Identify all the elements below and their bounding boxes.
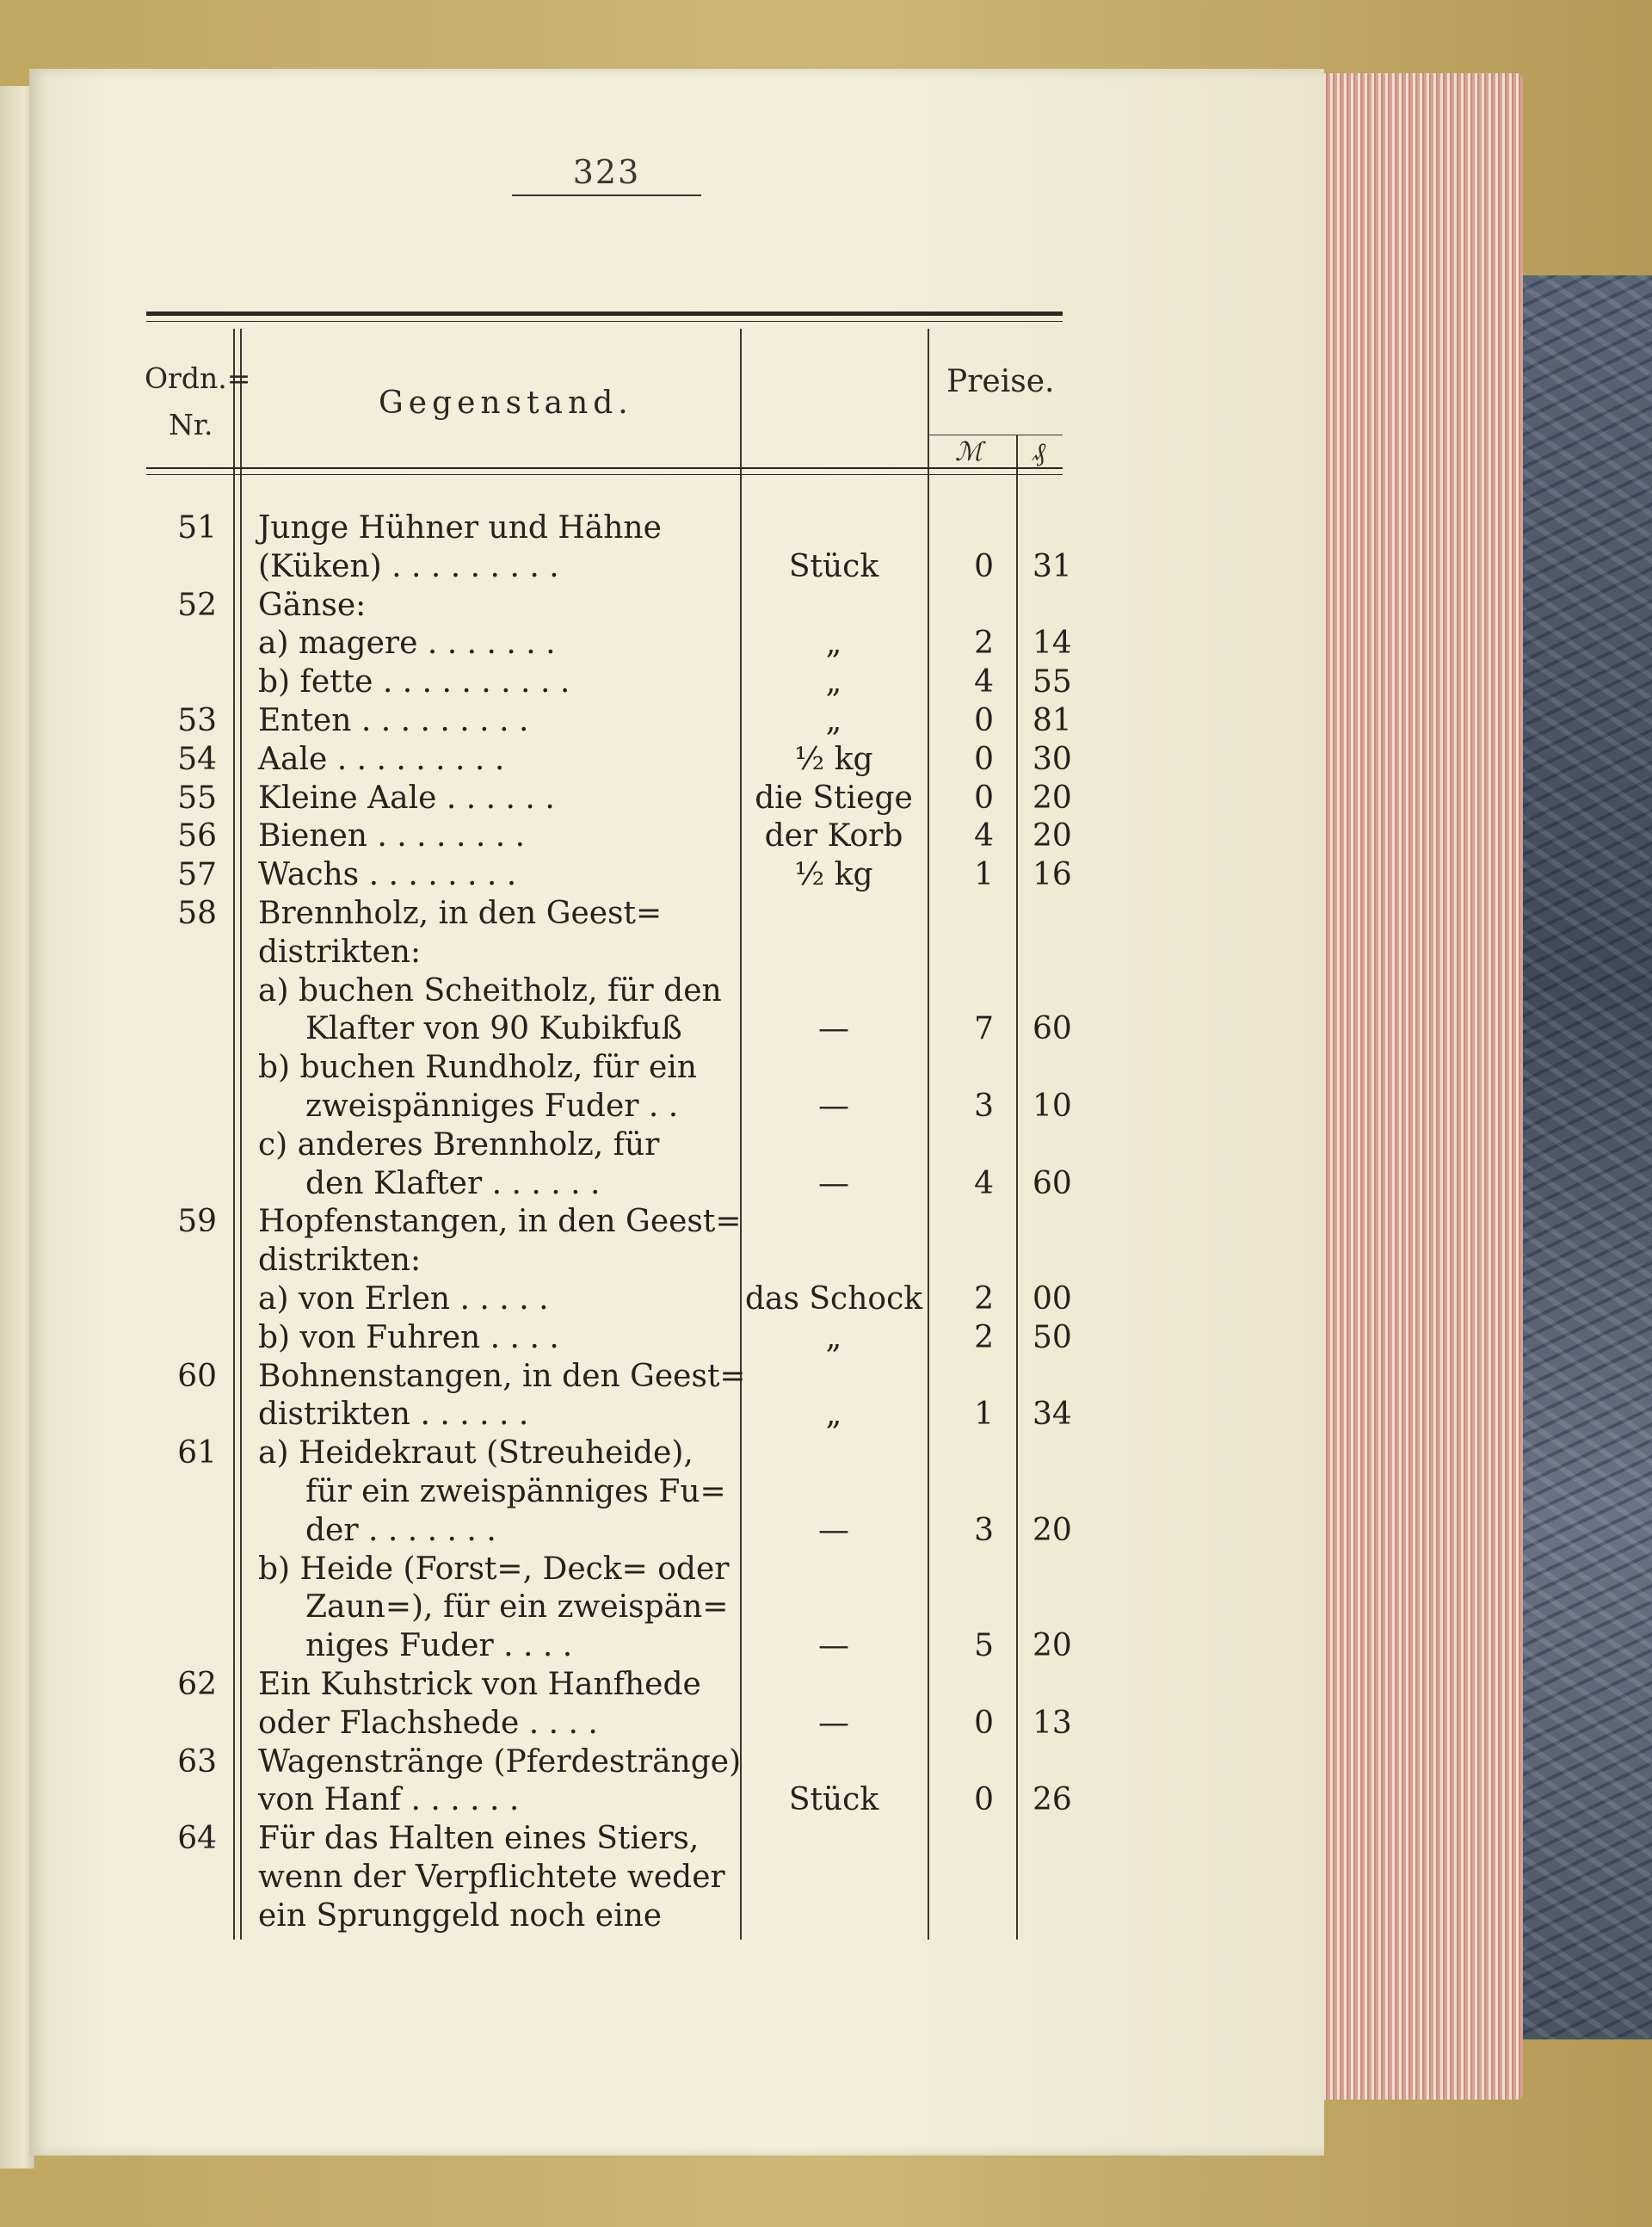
row-item-text: Bienen . . . . . . . . [258,818,526,854]
header-mark: ℳ [955,437,983,467]
row-item-text: distrikten . . . . . . [258,1397,529,1432]
row-item-text: Klafter von 90 Kubikfuß [305,1011,682,1046]
row-price-mark: 2 [974,1281,994,1317]
row-price-pfennig: 34 [1032,1397,1072,1432]
row-price-pfennig: 26 [1032,1782,1072,1817]
row-price-pfennig: 60 [1032,1011,1072,1046]
row-item-text: distrikten: [258,935,422,970]
row-item-text: Aale . . . . . . . . . [258,742,505,777]
row-price-mark: 2 [974,626,994,661]
page-edges [1321,73,1523,2100]
header-ordn: Ordn.= [145,361,251,395]
row-number: 52 [177,588,217,623]
row-item-text: der . . . . . . . [305,1513,496,1548]
header-bottom-rule [146,467,1063,469]
row-item-text: c) anderes Brennholz, für [258,1127,660,1163]
row-unit: — [818,1628,849,1663]
row-price-mark: 1 [974,857,994,892]
row-price-mark: 0 [974,742,994,777]
row-item-text: Wagenstränge (Pferdestränge) [258,1744,742,1780]
row-item-text: wenn der Verpflichtete weder [258,1860,725,1895]
row-price-mark: 2 [974,1320,994,1355]
row-unit: — [818,1513,849,1548]
header-preise: Preise. [946,364,1055,399]
row-price-pfennig: 55 [1032,664,1072,700]
table-top-rule-thin [146,321,1063,322]
row-price-pfennig: 00 [1032,1281,1072,1317]
row-unit: — [818,1011,849,1046]
row-price-pfennig: 81 [1032,703,1072,738]
row-item-text: distrikten: [258,1243,422,1278]
row-unit: „ [825,703,842,738]
row-item-text: Für das Halten eines Stiers, [258,1821,700,1856]
row-number: 63 [177,1744,217,1780]
row-unit: „ [825,664,842,700]
column-divider [928,329,929,1940]
header-nr: Nr. [169,408,213,441]
row-item-text: Brennholz, in den Geest= [258,896,663,931]
column-divider [1016,435,1018,1940]
row-number: 56 [177,818,217,854]
row-item-text: (Küken) . . . . . . . . . [258,549,559,584]
row-number: 64 [177,1821,217,1856]
row-price-mark: 4 [974,1166,994,1201]
row-price-pfennig: 50 [1032,1320,1072,1355]
row-unit: der Korb [764,818,903,854]
row-unit: Stück [788,1782,879,1817]
row-item-text: a) magere . . . . . . . [258,626,556,661]
page-number: 323 [572,153,641,191]
row-unit: „ [825,1320,842,1355]
row-item-text: b) Heide (Forst=, Deck= oder [258,1551,730,1587]
row-unit: — [818,1706,849,1741]
row-number: 59 [177,1204,217,1239]
row-item-text: a) buchen Scheitholz, für den [258,973,722,1009]
row-item-text: a) von Erlen . . . . . [258,1281,549,1317]
row-number: 61 [177,1435,217,1471]
row-number: 57 [177,857,217,892]
row-number: 54 [177,742,217,777]
row-number: 51 [177,510,217,546]
row-price-pfennig: 16 [1032,857,1072,892]
row-number: 55 [177,780,217,816]
row-item-text: zweispänniges Fuder . . [305,1089,679,1124]
row-number: 62 [177,1667,217,1702]
row-price-pfennig: 20 [1032,780,1072,816]
row-price-mark: 0 [974,1706,994,1741]
page-number-rule [512,194,701,196]
marbled-cover-edge [1514,275,1652,2039]
row-item-text: Junge Hühner und Hähne [258,510,662,546]
column-divider [233,329,235,1940]
row-price-mark: 0 [974,549,994,584]
row-unit: ½ kg [794,857,873,892]
header-gegenstand: Gegenstand. [379,386,633,421]
row-price-pfennig: 14 [1032,626,1072,661]
row-price-pfennig: 60 [1032,1166,1072,1201]
row-item-text: Bohnenstangen, in den Geest= [258,1359,746,1394]
row-price-mark: 1 [974,1397,994,1432]
row-price-pfennig: 20 [1032,1628,1072,1663]
row-unit: — [818,1166,849,1201]
row-item-text: Enten . . . . . . . . . [258,703,529,738]
row-unit: Stück [788,549,879,584]
row-unit: ½ kg [794,742,873,777]
row-unit: das Schock [744,1281,923,1317]
row-price-mark: 7 [974,1011,994,1046]
row-item-text: a) Heidekraut (Streuheide), [258,1435,693,1471]
row-item-text: Kleine Aale . . . . . . [258,780,555,816]
row-item-text: den Klafter . . . . . . [305,1166,601,1201]
row-item-text: von Hanf . . . . . . [258,1782,520,1817]
row-price-mark: 4 [974,664,994,700]
column-divider [240,329,242,1940]
row-item-text: Ein Kuhstrick von Hanfhede [258,1667,701,1702]
row-item-text: Gänse: [258,588,367,623]
row-price-pfennig: 20 [1032,818,1072,854]
row-item-text: Wachs . . . . . . . . [258,857,517,892]
row-price-mark: 5 [974,1628,994,1663]
row-item-text: ein Sprunggeld noch eine [258,1898,663,1934]
row-price-pfennig: 13 [1032,1706,1072,1741]
row-number: 60 [177,1359,217,1394]
row-item-text: b) von Fuhren . . . . [258,1320,559,1355]
row-unit: „ [825,626,842,661]
row-item-text: für ein zweispänniges Fu= [305,1474,726,1509]
row-item-text: Hopfenstangen, in den Geest= [258,1204,742,1239]
row-price-mark: 3 [974,1089,994,1124]
row-item-text: b) buchen Rundholz, für ein [258,1050,697,1085]
row-number: 58 [177,896,217,931]
row-item-text: oder Flachshede . . . . [258,1706,598,1741]
row-item-text: Zaun=), für ein zweispän= [305,1589,729,1625]
row-price-mark: 0 [974,780,994,816]
row-item-text: niges Fuder . . . . [305,1628,573,1663]
row-unit: „ [825,1397,842,1432]
row-price-mark: 0 [974,1782,994,1817]
header-pfennig: ₰ [1032,437,1045,467]
row-price-pfennig: 30 [1032,742,1072,777]
row-price-pfennig: 31 [1032,549,1072,584]
row-price-mark: 4 [974,818,994,854]
row-unit: die Stiege [755,780,913,816]
row-price-mark: 0 [974,703,994,738]
row-price-pfennig: 10 [1032,1089,1072,1124]
row-price-mark: 3 [974,1513,994,1548]
row-price-pfennig: 20 [1032,1513,1072,1548]
header-bottom-rule-thin [146,474,1063,475]
table-top-rule [146,312,1063,316]
row-item-text: b) fette . . . . . . . . . . [258,664,570,700]
row-unit: — [818,1089,849,1124]
row-number: 53 [177,703,217,738]
